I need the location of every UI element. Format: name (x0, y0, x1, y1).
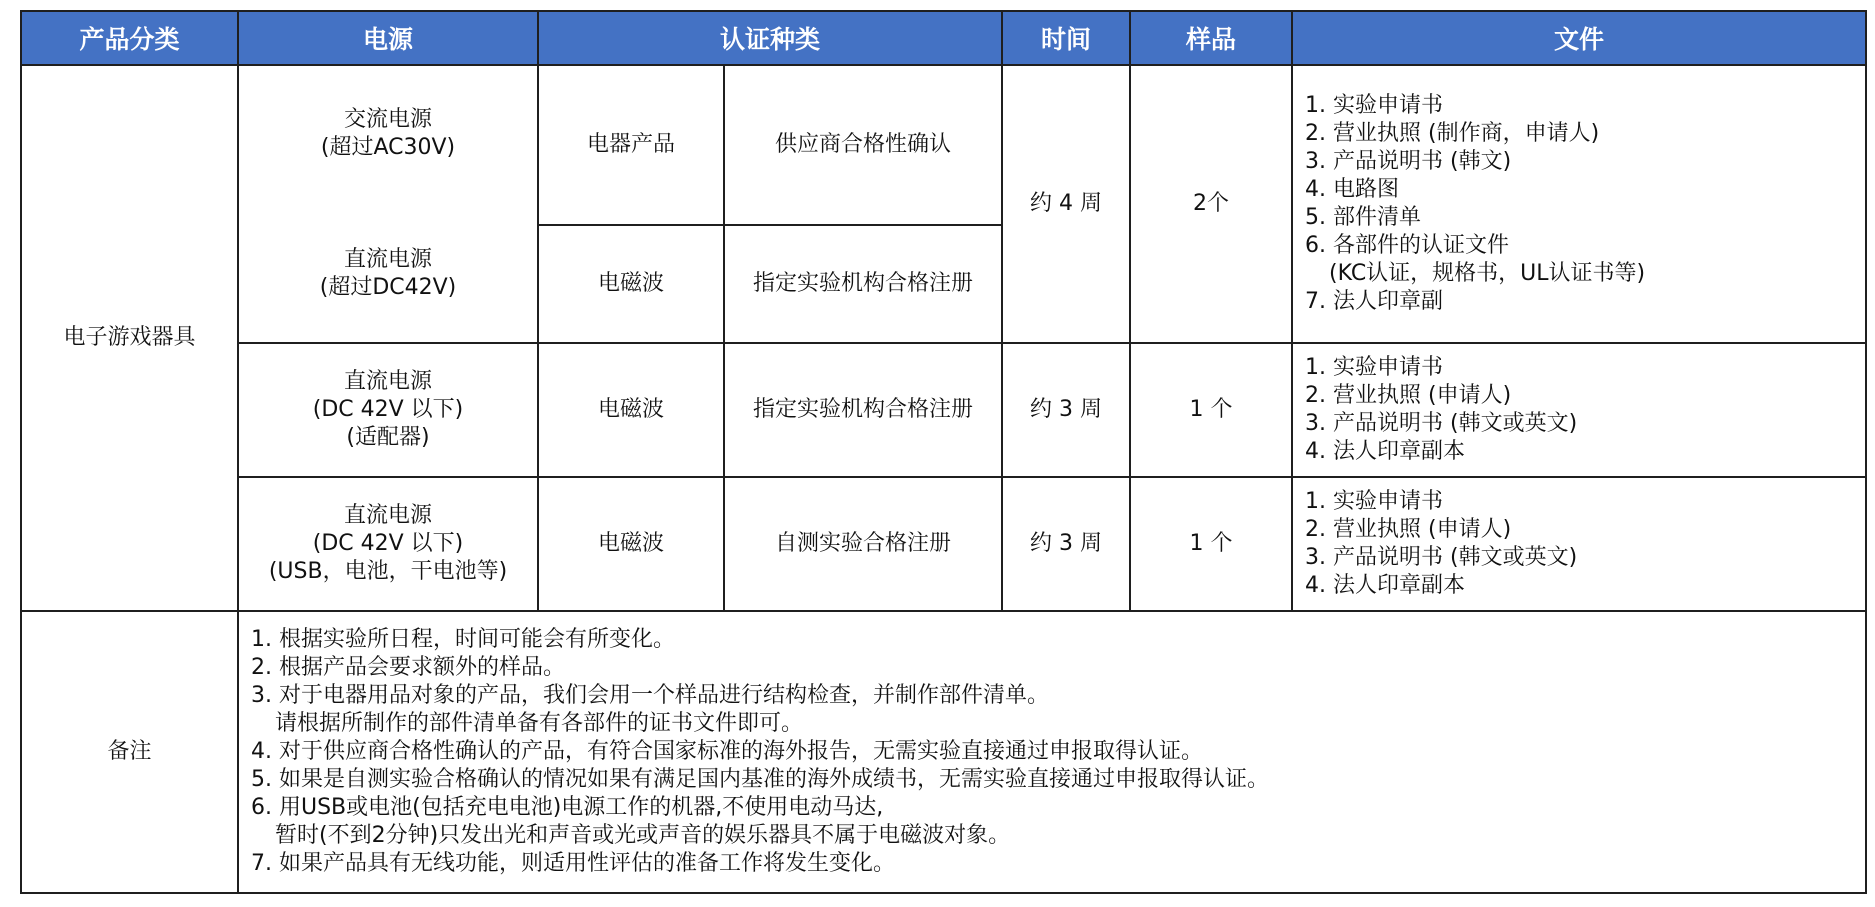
header-sample: 样品 (1130, 11, 1292, 65)
note-item: 3. 对于电器用品对象的产品，我们会用一个样品进行结构检查，并制作部件清单。 (251, 683, 1049, 708)
file-item: 2. 营业执照 (制作商，申请人) (1305, 121, 1600, 146)
notes-row (21, 611, 1866, 893)
header-time: 时间 (1002, 11, 1130, 65)
note-item: 请根据所制作的部件清单备有各部件的证书文件即可。 (275, 711, 804, 736)
file-item: 5. 部件清单 (1305, 205, 1421, 230)
header-category: 产品分类 (21, 11, 238, 65)
ac-power-line2: (超过AC30V) (320, 135, 456, 160)
table-row (21, 65, 1866, 225)
power-line: (适配器) (346, 425, 430, 450)
power-cell (238, 343, 538, 477)
cert-method-cell: 自测实验合格注册 (724, 477, 1002, 611)
cert-method-cell: 指定实验机构合格注册 (724, 343, 1002, 477)
product-type-cell: 电磁波 (538, 343, 724, 477)
certification-table (20, 10, 1867, 894)
cert-method-cell: 指定实验机构合格注册 (724, 225, 1002, 343)
note-item: 5. 如果是自测实验合格确认的情况如果有满足国内基准的海外成绩书，无需实验直接通过申报取得认证。 (251, 767, 1269, 792)
file-item: 3. 产品说明书 (韩文) (1305, 149, 1512, 174)
file-item: 7. 法人印章副 (1305, 289, 1443, 314)
time-cell: 约 3 周 (1002, 477, 1130, 611)
files-cell (1292, 343, 1866, 477)
power-line: 直流电源 (343, 369, 432, 394)
dc-over-line1: 直流电源 (343, 247, 432, 272)
power-spacer (243, 162, 533, 246)
table-row (21, 477, 1866, 611)
header-cert-type: 认证种类 (538, 11, 1002, 65)
category-cell (21, 65, 238, 611)
sample-cell: 1 个 (1130, 477, 1292, 611)
header-power: 电源 (238, 11, 538, 65)
note-item: 7. 如果产品具有无线功能，则适用性评估的准备工作将发生变化。 (251, 851, 895, 876)
file-item: (KC认证，规格书，UL认证书等) (1329, 261, 1646, 286)
cert-method-cell: 供应商合格性确认 (724, 65, 1002, 225)
note-item: 暂时(不到2分钟)只发出光和声音或光或声音的娱乐器具不属于电磁波对象。 (275, 823, 1011, 848)
power-line: 直流电源 (343, 503, 432, 528)
file-item: 4. 法人印章副本 (1305, 439, 1465, 464)
note-item: 6. 用USB或电池(包括充电电池)电源工作的机器,不使用电动马达, (251, 795, 884, 820)
ac-power-line1: 交流电源 (343, 107, 432, 132)
file-item: 3. 产品说明书 (韩文或英文) (1305, 411, 1578, 436)
file-item: 6. 各部件的认证文件 (1305, 233, 1509, 258)
power-line: (DC 42V 以下) (312, 531, 464, 556)
power-cell-ac-dc (238, 65, 538, 343)
power-line: (DC 42V 以下) (312, 397, 464, 422)
note-item: 4. 对于供应商合格性确认的产品，有符合国家标准的海外报告，无需实验直接通过申报取得认证。 (251, 739, 1203, 764)
product-type-cell: 电磁波 (538, 477, 724, 611)
sample-cell: 2个 (1130, 65, 1292, 343)
file-item: 1. 实验申请书 (1305, 355, 1443, 380)
time-cell: 约 4 周 (1002, 65, 1130, 343)
file-item: 2. 营业执照 (申请人) (1305, 383, 1512, 408)
dc-over-line2: (超过DC42V) (319, 275, 457, 300)
file-item: 1. 实验申请书 (1305, 489, 1443, 514)
table-row (21, 343, 1866, 477)
header-row (21, 11, 1866, 65)
files-cell (1292, 477, 1866, 611)
note-item: 2. 根据产品会要求额外的样品。 (251, 655, 565, 680)
certification-table-sheet (20, 10, 1865, 894)
file-item: 3. 产品说明书 (韩文或英文) (1305, 545, 1578, 570)
header-files: 文件 (1292, 11, 1866, 65)
notes-label: 备注 (107, 739, 152, 764)
notes-cell (238, 611, 1866, 893)
category-label: 电子游戏器具 (63, 325, 196, 350)
sample-cell: 1 个 (1130, 343, 1292, 477)
time-cell: 约 3 周 (1002, 343, 1130, 477)
file-item: 4. 电路图 (1305, 177, 1399, 202)
notes-label-cell (21, 611, 238, 893)
note-item: 1. 根据实验所日程，时间可能会有所变化。 (251, 627, 675, 652)
files-cell (1292, 65, 1866, 343)
file-item: 1. 实验申请书 (1305, 93, 1443, 118)
file-item: 4. 法人印章副本 (1305, 573, 1465, 598)
power-line: (USB，电池，干电池等) (268, 559, 508, 584)
power-cell (238, 477, 538, 611)
file-item: 2. 营业执照 (申请人) (1305, 517, 1512, 542)
product-type-cell: 电磁波 (538, 225, 724, 343)
product-type-cell: 电器产品 (538, 65, 724, 225)
